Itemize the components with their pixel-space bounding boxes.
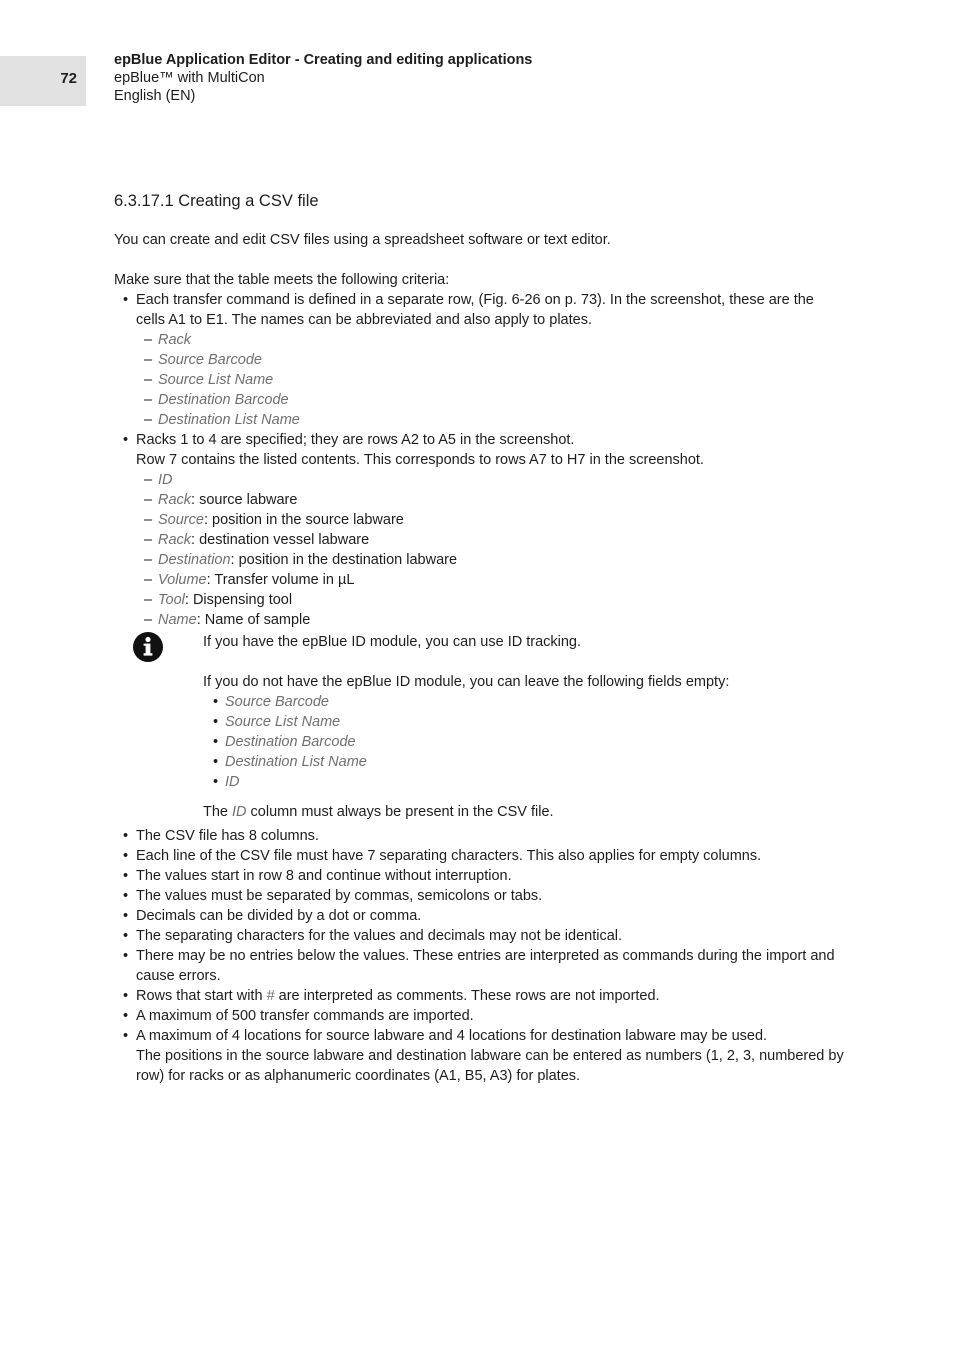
list-item: – Rack (158, 330, 844, 350)
criteria-text: Row 7 contains the listed contents. This corresponds to rows A7 to H7 in the screenshot. (136, 452, 704, 468)
list-item: – Destination List Name (158, 410, 844, 430)
note-text: If you have the epBlue ID module, you can use ID tracking. (203, 634, 582, 650)
list-item: – Destination Barcode (158, 390, 844, 410)
list-item: – Source Barcode (158, 350, 844, 370)
intro-paragraph: You can create and edit CSV files using a spreadsheet software or text editor. (114, 232, 611, 248)
list-item: • A maximum of 500 transfer commands are imported. (136, 1006, 844, 1026)
list-item: • Source List Name (225, 712, 844, 732)
list-item: • Rows that start with # are interpreted as comments. These rows are not imported. (136, 986, 844, 1006)
list-item: • The separating characters for the values and decimals may not be identical. (136, 926, 844, 946)
list-item: – ID (158, 470, 844, 490)
list-item: – Name: Name of sample (158, 610, 844, 630)
criteria-text: • Racks 1 to 4 are specified; they are rows A2 to A5 in the screenshot. (136, 432, 575, 448)
list-item: • The CSV file has 8 columns. (136, 826, 844, 846)
running-header (114, 51, 532, 105)
info-icon (133, 632, 163, 662)
list-item: – Source List Name (158, 370, 844, 390)
row-contents-list (136, 470, 844, 630)
header-language: English (EN) (114, 88, 196, 104)
header-product: epBlue™ with MultiCon (114, 70, 265, 86)
page-number: 72 (0, 56, 86, 106)
list-item: • A maximum of 4 locations for source labware and 4 locations for destination labware may be used. The positions in the source labware and destination labware can be entered as numbers (1, 2, 3, numbered by row) for racks or as alphanumeric coordinates (A1, B5, A3) for plates. (136, 1026, 844, 1086)
list-item: – Rack: destination vessel labware (158, 530, 844, 550)
criteria-text: Each transfer command is defined in a separate row, (Fig. 6-26 on p. 73). In the screenshot, these are the cells A1 to E1. The names can be abbreviated and also apply to plates. (136, 292, 814, 328)
list-item: • The values must be separated by commas, semicolons or tabs. (136, 886, 844, 906)
list-item: – Source: position in the source labware (158, 510, 844, 530)
column-name-list (136, 330, 844, 430)
list-item: • The values start in row 8 and continue without interruption. (136, 866, 844, 886)
list-item: – Volume: Transfer volume in µL (158, 570, 844, 590)
note-text: If you do not have the epBlue ID module, you can leave the following fields empty: (203, 674, 730, 690)
criteria-item-transfer-rows (136, 290, 844, 430)
list-item: – Rack: source labware (158, 490, 844, 510)
page-content (114, 190, 844, 1086)
header-title: epBlue Application Editor - Creating and editing applications (114, 52, 533, 68)
section-title: 6.3.17.1 Creating a CSV file (114, 192, 319, 210)
criteria-list (114, 290, 844, 630)
note-final: The ID column must always be present in the CSV file. (203, 804, 554, 820)
list-item: • Each line of the CSV file must have 7 separating characters. This also applies for empty columns. (136, 846, 844, 866)
list-item: • ID (225, 772, 844, 792)
list-item: • There may be no entries below the values. These entries are interpreted as commands during the import and cause errors. (136, 946, 844, 986)
criteria-list-continued (114, 826, 844, 1086)
list-item: – Destination: position in the destination labware (158, 550, 844, 570)
list-item: • Destination List Name (225, 752, 844, 772)
criteria-item-racks (136, 430, 844, 630)
info-note (114, 632, 844, 822)
list-item: • Source Barcode (225, 692, 844, 712)
optional-fields-list (203, 692, 844, 792)
criteria-lead: Make sure that the table meets the following criteria: (114, 272, 450, 288)
list-item: – Tool: Dispensing tool (158, 590, 844, 610)
list-item: • Destination Barcode (225, 732, 844, 752)
list-item: • Decimals can be divided by a dot or comma. (136, 906, 844, 926)
